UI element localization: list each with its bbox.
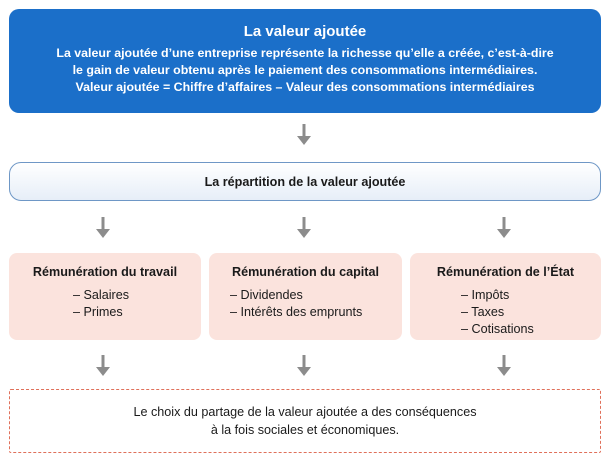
description-line-2: le gain de valeur obtenu après le paiement des consommations intermédiaires. xyxy=(72,63,538,77)
down-arrow-icon xyxy=(496,355,512,377)
list-item: – Impôts xyxy=(461,288,510,302)
value-added-definition-box xyxy=(9,9,601,113)
labor-remuneration-list xyxy=(9,287,201,321)
value-added-description xyxy=(9,45,601,96)
down-arrow-icon xyxy=(95,355,111,377)
down-arrow-icon xyxy=(496,217,512,239)
value-added-distribution-box xyxy=(9,162,601,201)
capital-remuneration-list xyxy=(209,287,402,321)
down-arrow-icon xyxy=(296,124,312,146)
capital-remuneration-box xyxy=(209,253,402,340)
state-remuneration-box xyxy=(410,253,601,340)
state-remuneration-list xyxy=(410,287,601,338)
list-item: – Dividendes xyxy=(230,288,303,302)
conclusion-box xyxy=(9,389,601,453)
capital-remuneration-title: Rémunération du capital xyxy=(232,265,379,279)
down-arrow-icon xyxy=(95,217,111,239)
conclusion-line-1: Le choix du partage de la valeur ajoutée a des conséquences xyxy=(133,405,477,419)
state-remuneration-title: Rémunération de l’État xyxy=(436,265,575,279)
value-added-title: La valeur ajoutée xyxy=(243,23,367,40)
list-item: – Taxes xyxy=(461,305,505,319)
down-arrow-icon xyxy=(296,217,312,239)
list-item: – Cotisations xyxy=(461,322,534,336)
conclusion-line-2: à la fois sociales et économiques. xyxy=(210,423,400,437)
list-item: – Salaires xyxy=(73,288,130,302)
description-line-1: La valeur ajoutée d’une entreprise représente la richesse qu’elle a créée, c’est-à-dire xyxy=(56,46,554,60)
formula-line: Valeur ajoutée = Chiffre d’affaires – Valeur des consommations intermédiaires xyxy=(75,80,535,94)
labor-remuneration-box xyxy=(9,253,201,340)
distribution-label: La répartition de la valeur ajoutée xyxy=(204,174,406,189)
labor-remuneration-title: Rémunération du travail xyxy=(32,265,178,279)
down-arrow-icon xyxy=(296,355,312,377)
list-item: – Primes xyxy=(73,305,123,319)
list-item: – Intérêts des emprunts xyxy=(230,305,363,319)
